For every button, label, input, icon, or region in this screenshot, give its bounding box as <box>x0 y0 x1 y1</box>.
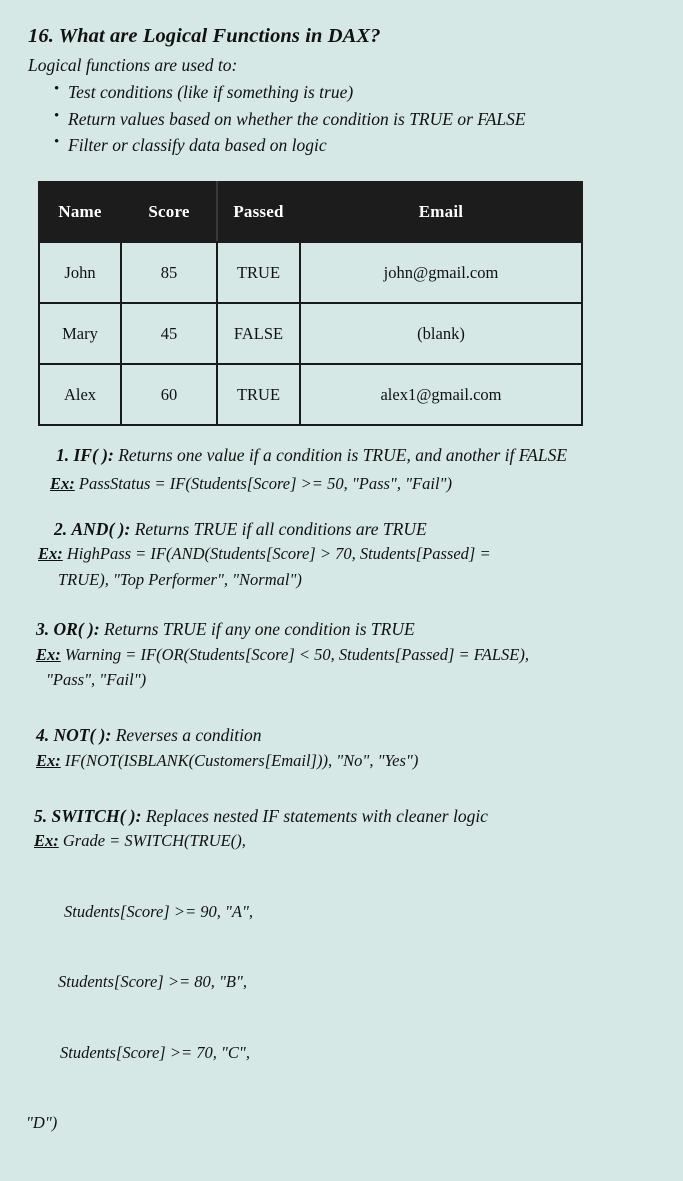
function-description: Reverses a condition <box>115 725 262 746</box>
table-header-row <box>39 182 582 242</box>
table-row <box>39 242 582 303</box>
function-item-and <box>38 518 655 592</box>
example-code-line: Students[Score] >= 90, "A", <box>64 901 254 921</box>
example-label: Ex: <box>36 644 61 664</box>
function-heading <box>36 618 655 641</box>
cell-passed: FALSE <box>217 303 300 364</box>
function-heading <box>34 805 655 828</box>
function-description: Returns TRUE if any one condition is TRUE <box>104 618 415 639</box>
example-code-line: Grade = SWITCH(TRUE(), <box>62 831 246 851</box>
intro-bullet-list <box>28 79 655 159</box>
example-code-line: "D") <box>26 1112 58 1132</box>
column-header-name: Name <box>39 182 121 242</box>
cell-email: alex1@gmail.com <box>300 364 582 425</box>
list-item: • Test conditions (like if something is true) <box>54 79 655 106</box>
example-code-continuation: TRUE), "Top Performer", "Normal") <box>58 570 302 590</box>
function-name: IF( ): <box>73 445 114 466</box>
example-label: Ex: <box>38 544 63 564</box>
cell-score: 85 <box>121 242 217 303</box>
column-header-score: Score <box>121 182 217 242</box>
table-row <box>39 364 582 425</box>
cell-name: John <box>39 242 121 303</box>
students-table <box>38 181 583 426</box>
function-number: 3. <box>36 618 50 639</box>
function-example <box>38 543 655 566</box>
page-title: 16. What are Logical Functions in DAX? <box>28 25 381 47</box>
example-code-continuation: "Pass", "Fail") <box>46 670 147 690</box>
cell-score: 60 <box>121 364 217 425</box>
students-table-wrapper <box>38 181 565 426</box>
cell-email: john@gmail.com <box>300 242 582 303</box>
function-item-if <box>50 444 655 496</box>
column-header-passed: Passed <box>217 182 300 242</box>
function-description: Returns one value if a condition is TRUE, and another if FALSE <box>118 445 568 466</box>
function-heading <box>56 444 655 467</box>
cell-passed: TRUE <box>217 242 300 303</box>
function-heading <box>36 724 655 747</box>
function-list <box>28 444 655 1181</box>
function-number: 5. <box>34 805 48 826</box>
table-body <box>39 242 582 425</box>
function-item-not <box>36 724 655 773</box>
function-name: NOT( ): <box>53 725 112 746</box>
cell-score: 45 <box>121 303 217 364</box>
table-row <box>39 303 582 364</box>
example-code-block <box>26 853 655 1181</box>
list-item: • Filter or classify data based on logic <box>54 132 655 159</box>
example-code-line: Students[Score] >= 70, "C", <box>60 1042 250 1062</box>
function-item-or <box>36 618 655 692</box>
function-example <box>50 473 655 496</box>
function-description: Returns TRUE if all conditions are TRUE <box>134 518 427 539</box>
function-heading <box>54 518 655 541</box>
cell-passed: TRUE <box>217 364 300 425</box>
function-name: SWITCH( ): <box>51 805 142 826</box>
list-item: • Return values based on whether the condition is TRUE or FALSE <box>54 106 655 133</box>
function-example <box>34 830 655 853</box>
example-code: IF(NOT(ISBLANK(Customers[Email])), "No", "Yes") <box>64 750 419 770</box>
table-header <box>39 182 582 242</box>
example-code-line: Warning = IF(OR(Students[Score] < 50, Students[Passed] = FALSE), <box>64 644 529 664</box>
function-number: 2. <box>54 518 68 539</box>
function-name: AND( ): <box>71 518 131 539</box>
example-label: Ex: <box>34 831 59 851</box>
example-label: Ex: <box>50 473 75 493</box>
example-code-line: Students[Score] >= 80, "B", <box>58 972 248 992</box>
function-name: OR( ): <box>53 618 100 639</box>
column-header-email: Email <box>300 182 582 242</box>
cell-name: Mary <box>39 303 121 364</box>
function-example <box>36 750 655 773</box>
cell-name: Alex <box>39 364 121 425</box>
function-item-switch <box>26 805 655 1181</box>
function-number: 1. <box>56 445 70 466</box>
function-number: 4. <box>36 725 50 746</box>
intro-lead: Logical functions are used to: <box>28 54 238 75</box>
example-code: PassStatus = IF(Students[Score] >= 50, "Pass", "Fail") <box>78 473 452 493</box>
example-code-line: HighPass = IF(AND(Students[Score] > 70, Students[Passed] = <box>66 544 491 564</box>
function-description: Replaces nested IF statements with cleaner logic <box>145 805 488 826</box>
example-label: Ex: <box>36 750 61 770</box>
cell-email: (blank) <box>300 303 582 364</box>
function-example <box>36 644 655 667</box>
